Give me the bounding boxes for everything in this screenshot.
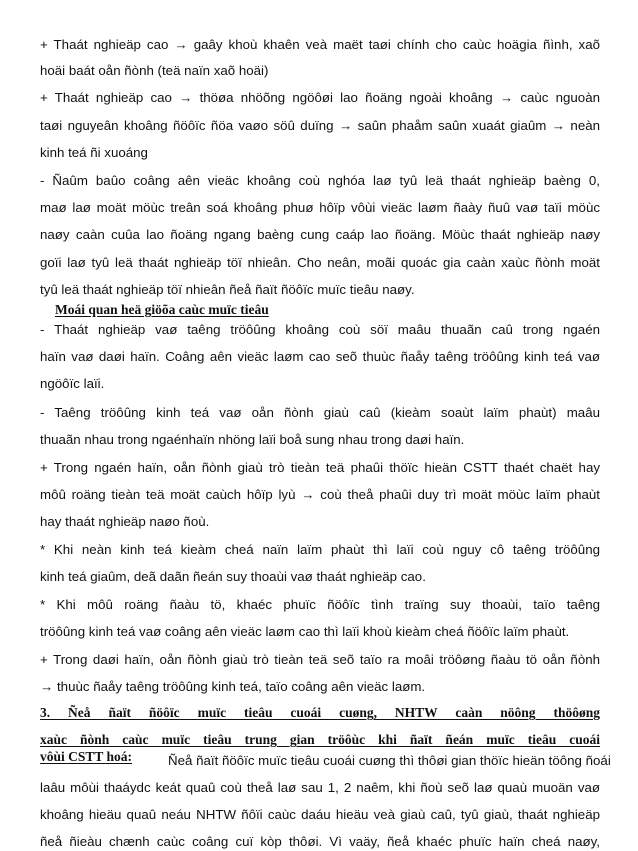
text-line: ñeå ñieàu chænh caùc coâng cuï kòp thôøi. Vì vaäy, ñeå khaéc phuïc haïn cheá naøy, (40, 834, 600, 849)
text-line: hay thaát nghieäp naøo ñoù. (40, 514, 210, 529)
text-line: goïi laø tyû leä thaát nghieäp töï nhieân. Cho neân, moãi quoác gia caàn xaùc ñònh moät (40, 255, 600, 270)
text-line: taøi nguyeân khoâng ñöôïc ñöa vaøo söû duïng → saûn phaåm saûn xuaát giaûm → neàn (40, 118, 600, 133)
text-line: - Thaát nghieäp vaø taêng tröôûng khoâng coù söï maâu thuaãn caû trong ngaén (40, 322, 600, 337)
text-line: → thuùc ñaåy taêng tröôûng kinh teá, taïo coâng aên vieäc laøm. (40, 679, 426, 694)
text-line: thuaãn nhau trong ngaénhaïn nhöng laïi boå sung nhau trong daøi haïn. (40, 432, 465, 447)
text-line: naøy caàn cuûa lao ñoäng ngang baèng cung caáp lao ñoäng. Möùc thaát nghieäp naøy (40, 227, 600, 242)
text-line: + Trong ngaén haïn, oån ñònh giaù trò tieàn teä phaûi thöïc hieän CSTT thaét chaët hay (40, 460, 600, 475)
text-line: + Thaát nghieäp cao → gaây khoù khaên veà maët taøi chính cho caùc hoägia ñình, xaõ (40, 37, 600, 52)
text-line: tröôûng kinh teá vaø coâng aên vieäc laøm cao thì laïi khoù kieàm cheá ñöôïc laïm phaùt. (40, 624, 570, 639)
text-line: haïn vaø daøi haïn. Coâng aên vieäc laøm cao seõ thuùc ñaåy taêng tröôûng kinh teá vaø (40, 349, 600, 364)
text-line: + Trong daøi haïn, oån ñònh giaù trò tieàn teä seõ taïo ra moâi tröôøng ñaàu tö oån ñònh (40, 652, 600, 667)
text-line: kinh teá ñi xuoáng (40, 145, 148, 160)
text-line: - Taêng tröôûng kinh teá vaø oån ñònh giaù caû (kieàm soaùt laïm phaùt) maâu (40, 405, 600, 420)
text-line: tyû leä thaát nghieäp töï nhieân ñeå ñaït ñöôïc muïc tieâu naøy. (40, 282, 415, 297)
text-line: Ñeå ñaït ñöôïc muïc tieâu cuoái cuøng thì thôøi gian thöïc hieän töông ñoái (168, 753, 611, 768)
section-heading-3-cont: xaùc ñònh caùc muïc tieâu trung gian tröôùc khi ñaït ñeán muïc tieâu cuoái (40, 732, 600, 747)
text-line: môû roäng tieàn teä moät caùch hôïp lyù → coù theå phaûi duy trì moät möùc laïm phaùt (40, 487, 600, 502)
section-heading-3: 3. Ñeå ñaït ñöôïc muïc tieâu cuoái cuøng, NHTW caàn nöông thöôøng (40, 705, 600, 720)
text-line: * Khi neàn kinh teá kieàm cheá naïn laïm phaùt thì laïi coù nguy cô taêng tröôûng (40, 542, 600, 557)
text-line: maø laø moät möùc treân soá khoâng phuø hôïp vôùi vieäc laøm ñaày ñuû vaø taïi möùc (40, 200, 600, 215)
text-line: khoâng hieäu quaû neáu NHTW ñôïi caùc daáu hieäu veà giaù caû, tyû giaù, thaát nghieäp (40, 807, 600, 822)
text-line: laâu môùi thaáydc keát quaû coù theå laø sau 1, 2 naêm, khi ñoù seõ laø quaù muoän vaø (40, 780, 600, 795)
text-line: kinh teá giaûm, deã daãn ñeán suy thoaùi vaø thaát nghieäp cao. (40, 569, 426, 584)
section-heading-3-end: vôùi CSTT hoá: (40, 749, 133, 764)
text-line: * Khi môû roäng ñaàu tö, khaéc phuïc ñöôïc tình traïng suy thoaùi, taïo taêng (40, 597, 600, 612)
text-line: hoäi baát oån ñònh (teä naïn xaõ hoäi) (40, 63, 269, 78)
text-line: - Ñaûm baûo coâng aên vieäc khoâng coù nghóa laø tyû leä thaát nghieäp baèng 0, (40, 173, 600, 188)
section-heading: Moái quan heä giöõa caùc muïc tieâu (55, 302, 269, 317)
text-line: + Thaát nghieäp cao → thöøa nhöõng ngöôøi lao ñoäng ngoài khoâng → caùc nguoàn (40, 90, 600, 105)
text-line: ngöôïc laïi. (40, 376, 105, 391)
